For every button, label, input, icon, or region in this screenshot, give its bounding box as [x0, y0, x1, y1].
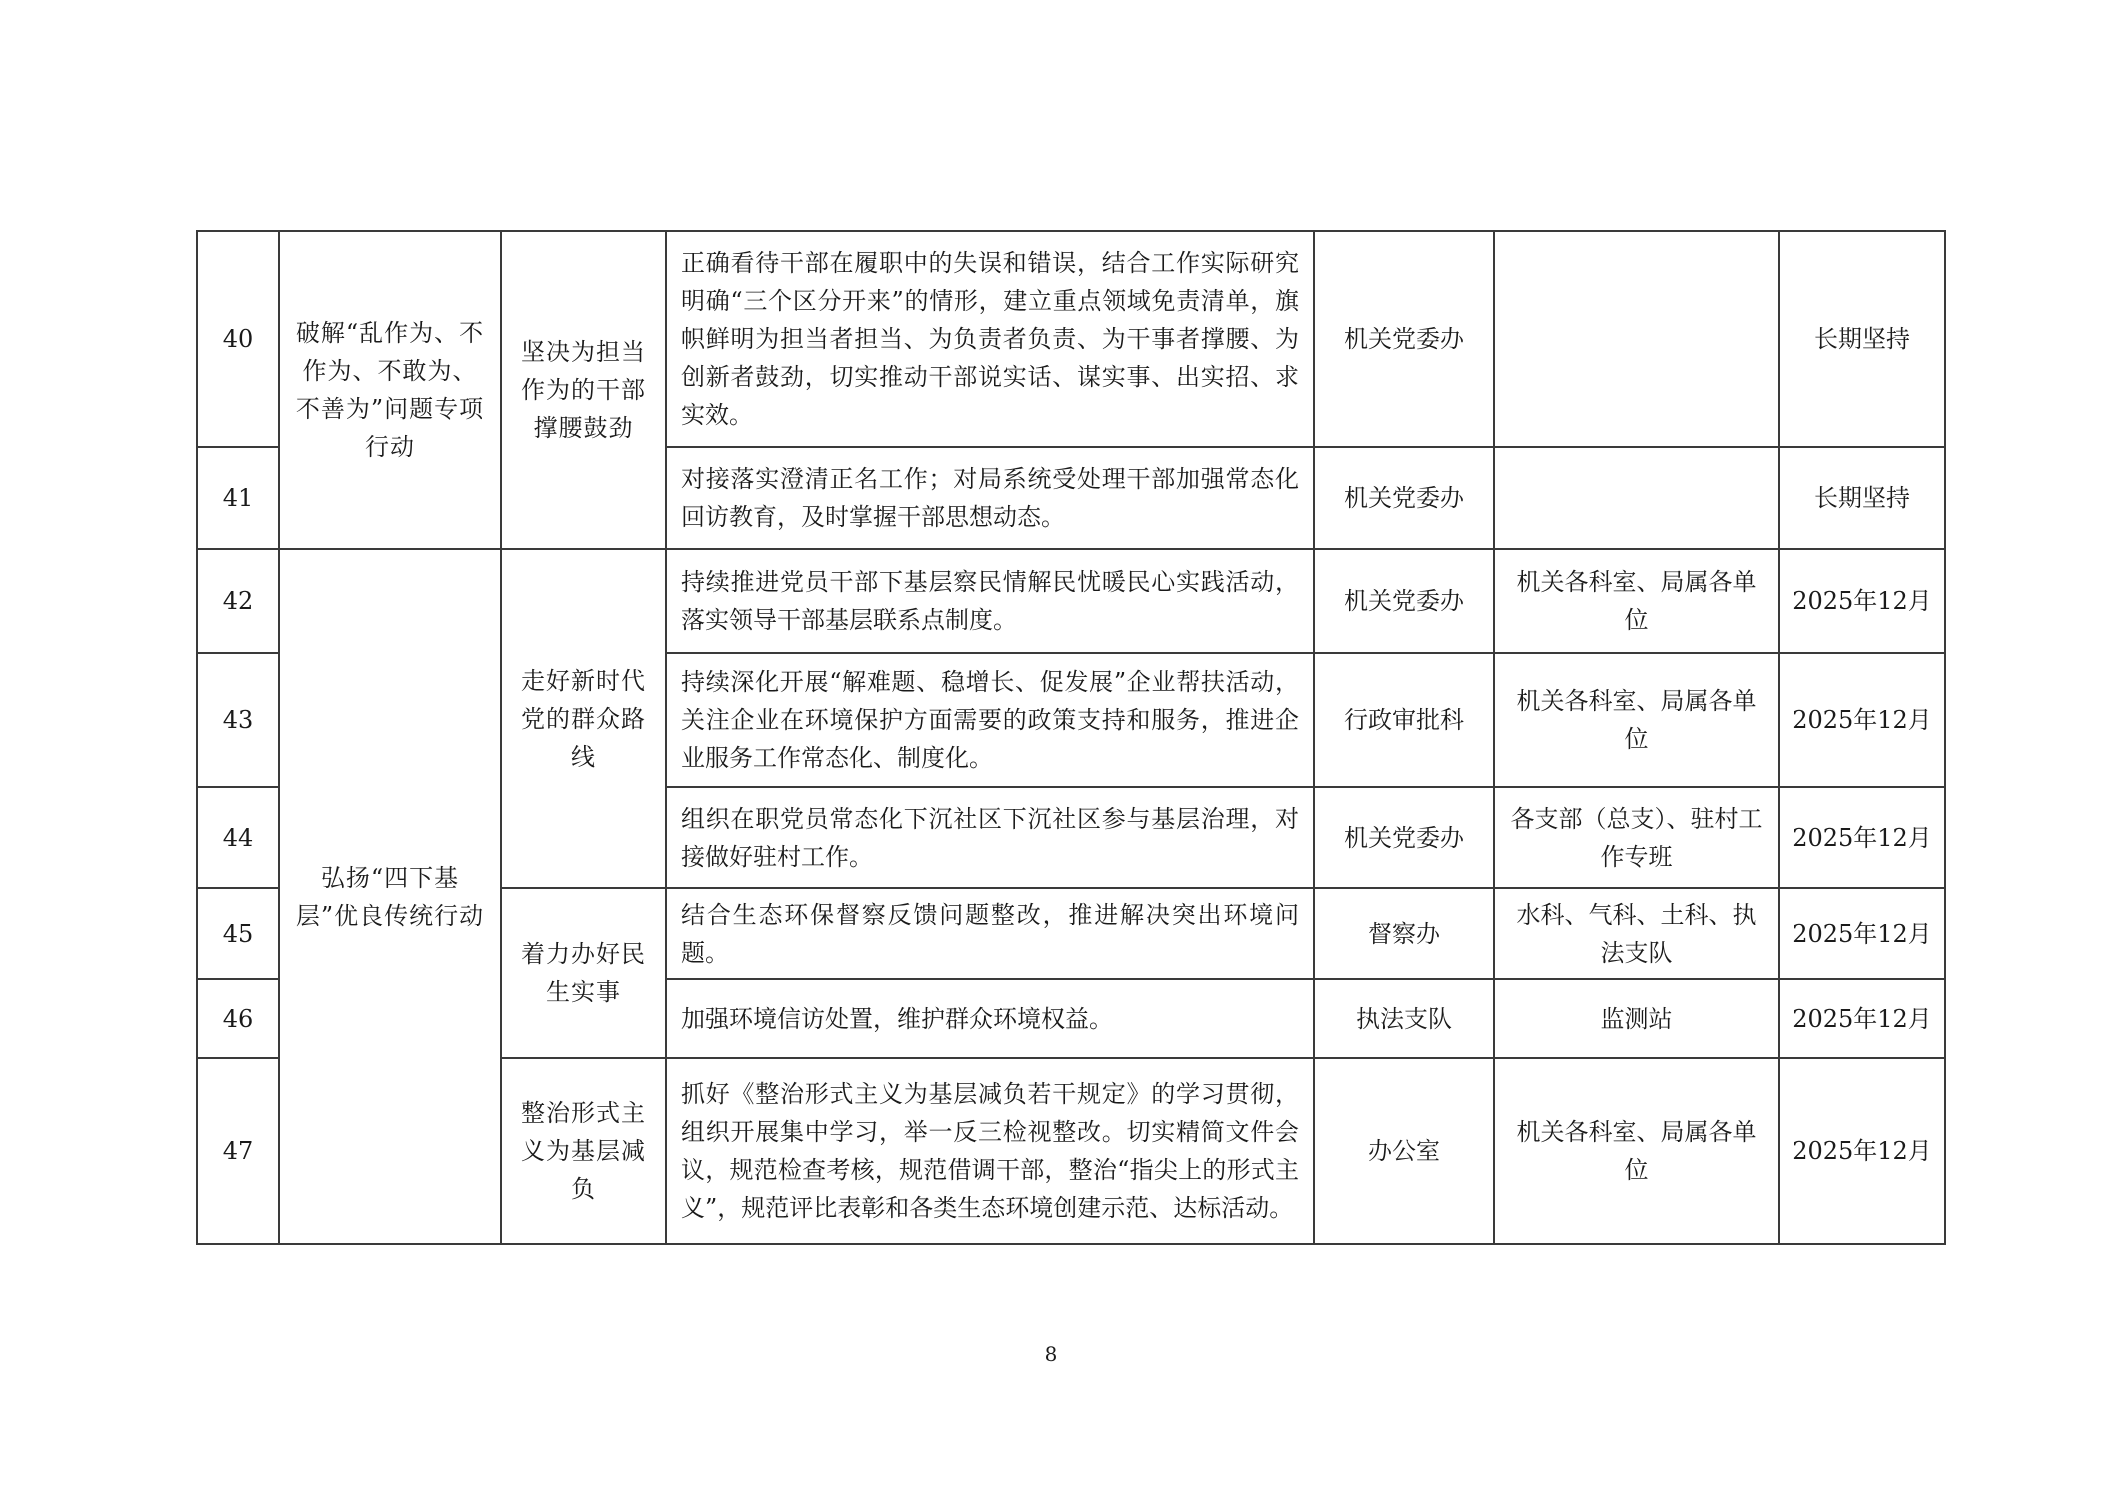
lead-unit: 机关党委办 — [1314, 447, 1494, 549]
cooperating-units: 机关各科室、局属各单位 — [1494, 549, 1779, 653]
row-number: 43 — [197, 653, 279, 787]
row-number: 40 — [197, 231, 279, 447]
row-number: 47 — [197, 1058, 279, 1244]
lead-unit: 机关党委办 — [1314, 549, 1494, 653]
cooperating-units: 各支部（总支）、驻村工作专班 — [1494, 787, 1779, 888]
row-number: 44 — [197, 787, 279, 888]
page-number: 8 — [1044, 1342, 1058, 1366]
task-content: 结合生态环保督察反馈问题整改，推进解决突出环境问题。 — [666, 888, 1314, 979]
deadline: 2025年12月 — [1779, 888, 1945, 979]
task-item: 坚决为担当作为的干部撑腰鼓劲 — [501, 231, 666, 549]
lead-unit: 机关党委办 — [1314, 787, 1494, 888]
deadline: 长期坚持 — [1779, 447, 1945, 549]
task-item: 整治形式主义为基层减负 — [501, 1058, 666, 1244]
task-content: 组织在职党员常态化下沉社区下沉社区参与基层治理，对接做好驻村工作。 — [666, 787, 1314, 888]
task-content: 加强环境信访处置，维护群众环境权益。 — [666, 979, 1314, 1058]
cooperating-units: 监测站 — [1494, 979, 1779, 1058]
task-content: 持续推进党员干部下基层察民情解民忧暖民心实践活动，落实领导干部基层联系点制度。 — [666, 549, 1314, 653]
row-number: 46 — [197, 979, 279, 1058]
action-category: 弘扬“四下基层”优良传统行动 — [279, 549, 501, 1244]
deadline: 2025年12月 — [1779, 1058, 1945, 1244]
cooperating-units — [1494, 447, 1779, 549]
table-row — [197, 231, 1945, 447]
lead-unit: 执法支队 — [1314, 979, 1494, 1058]
lead-unit: 办公室 — [1314, 1058, 1494, 1244]
cooperating-units: 机关各科室、局属各单位 — [1494, 1058, 1779, 1244]
row-number: 41 — [197, 447, 279, 549]
task-content: 正确看待干部在履职中的失误和错误，结合工作实际研究明确“三个区分开来”的情形，建立重点领域免责清单，旗帜鲜明为担当者担当、为负责者负责、为干事者撑腰、为创新者鼓劲，切实推动干部说实话、谋实事、出实招、求实效。 — [666, 231, 1314, 447]
task-content: 持续深化开展“解难题、稳增长、促发展”企业帮扶活动，关注企业在环境保护方面需要的政策支持和服务，推进企业服务工作常态化、制度化。 — [666, 653, 1314, 787]
deadline: 2025年12月 — [1779, 653, 1945, 787]
lead-unit: 行政审批科 — [1314, 653, 1494, 787]
deadline: 2025年12月 — [1779, 979, 1945, 1058]
lead-unit: 机关党委办 — [1314, 231, 1494, 447]
row-number: 45 — [197, 888, 279, 979]
deadline: 2025年12月 — [1779, 787, 1945, 888]
table-row — [197, 549, 1945, 653]
task-item: 走好新时代党的群众路线 — [501, 549, 666, 888]
cooperating-units: 机关各科室、局属各单位 — [1494, 653, 1779, 787]
deadline: 长期坚持 — [1779, 231, 1945, 447]
task-item: 着力办好民生实事 — [501, 888, 666, 1058]
cooperating-units — [1494, 231, 1779, 447]
action-category: 破解“乱作为、不作为、不敢为、不善为”问题专项行动 — [279, 231, 501, 549]
cooperating-units: 水科、气科、土科、执法支队 — [1494, 888, 1779, 979]
lead-unit: 督察办 — [1314, 888, 1494, 979]
row-number: 42 — [197, 549, 279, 653]
task-content: 抓好《整治形式主义为基层减负若干规定》的学习贯彻，组织开展集中学习，举一反三检视整改。切实精简文件会议，规范检查考核，规范借调干部，整治“指尖上的形式主义”，规范评比表彰和各类生态环境创建示范、达标活动。 — [666, 1058, 1314, 1244]
task-content: 对接落实澄清正名工作；对局系统受处理干部加强常态化回访教育，及时掌握干部思想动态。 — [666, 447, 1314, 549]
task-table — [196, 230, 1946, 1245]
deadline: 2025年12月 — [1779, 549, 1945, 653]
